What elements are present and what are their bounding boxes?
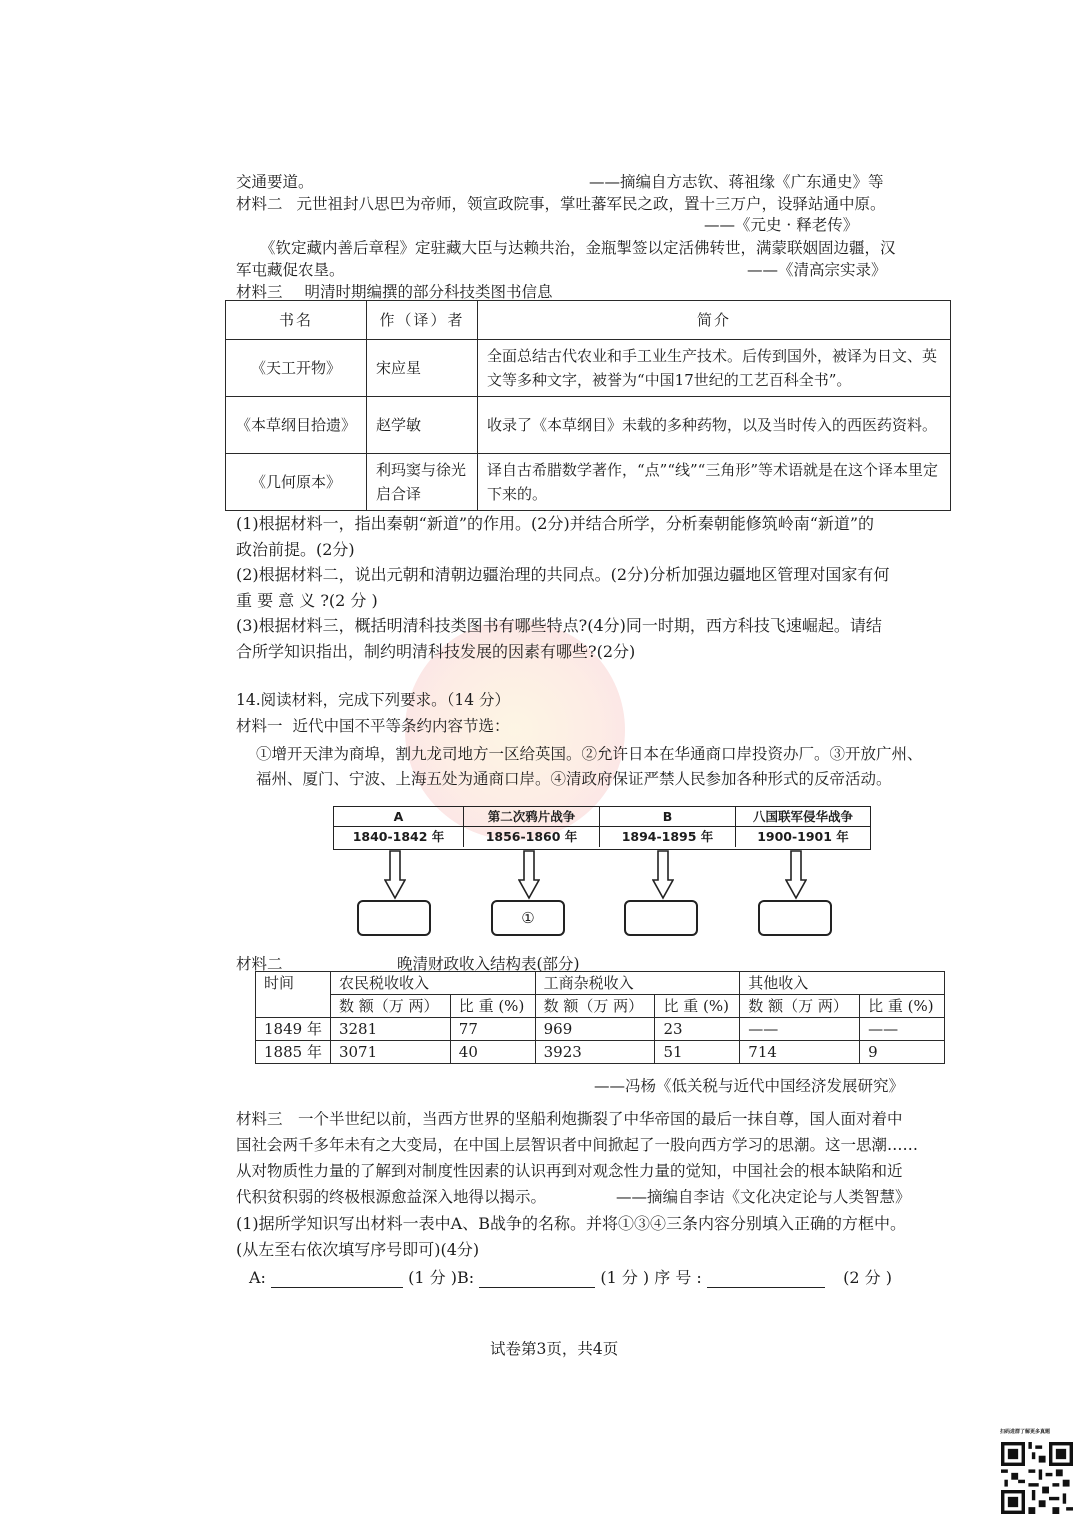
material2-source1: ——《元史 · 释老传》 bbox=[704, 216, 859, 234]
fin-cell: 3281 bbox=[330, 1018, 450, 1041]
timeline-cell bbox=[464, 807, 600, 847]
answer-b-points: (1 分 ) 序 号 : bbox=[600, 1268, 702, 1287]
answer-a-label: A: bbox=[249, 1268, 266, 1287]
q14-m3-line1: 材料三 一个半世纪以前，当西方世界的坚船利炮撕裂了中华帝国的最后一抹自尊，国人面对着中 bbox=[236, 1110, 903, 1128]
material3-label: 材料三 bbox=[236, 283, 283, 301]
timeline-cell bbox=[600, 807, 736, 847]
book-author: 宋应星 bbox=[367, 340, 478, 397]
answer-sequence-points: (2 分 ) bbox=[843, 1268, 892, 1287]
q14-material1-heading bbox=[236, 714, 510, 736]
timeline-war-years: 1856-1860 年 bbox=[485, 829, 578, 844]
material2-source2: ——《清高宗实录》 bbox=[747, 261, 887, 279]
book-intro: 全面总结古代农业和手工业生产技术。后传到国外，被译为日文、英文等多种文字，被誉为“中国17世纪的工艺百科全书”。 bbox=[478, 340, 951, 397]
q14-heading: 14.阅读材料，完成下列要求。（14 分） bbox=[236, 691, 511, 709]
material3-heading bbox=[236, 280, 553, 302]
book-header-intro: 简介 bbox=[478, 301, 951, 340]
qr-code-icon[interactable] bbox=[1001, 1442, 1073, 1514]
q13-3a: (3)根据材料三，概括明清科技类图书有哪些特点?(4分)同一时期，西方科技飞速崛起。请结 bbox=[236, 616, 882, 635]
book-author: 利玛窦与徐光启合译 bbox=[367, 454, 478, 511]
q14-m1-label: 材料一 bbox=[236, 717, 283, 735]
material2-p1: 元世祖封八思巴为帝师，领宣政院事，掌吐蕃军民之政，置十三万户，设驿站通中原。 bbox=[296, 195, 886, 213]
q14-m2-source: ——冯杨《低关税与近代中国经济发展研究》 bbox=[594, 1077, 905, 1095]
material3-title: 明清时期编撰的部分科技类图书信息 bbox=[304, 283, 553, 301]
qr-caption: 扫码进群了解更多真题 bbox=[1000, 1429, 1051, 1435]
fin-cell: —— bbox=[860, 1018, 945, 1041]
timeline-war-years: 1840-1842 年 bbox=[352, 829, 445, 844]
q13-1b: 政治前提。(2分) bbox=[236, 540, 355, 559]
down-arrow-icon bbox=[652, 850, 674, 900]
book-header-name: 书名 bbox=[226, 301, 367, 340]
fin-sub-amount: 数 额（万 两） bbox=[535, 995, 655, 1018]
fin-cell: 714 bbox=[740, 1041, 860, 1064]
fin-header-comm: 工商杂税收入 bbox=[535, 972, 740, 995]
fin-year: 1849 年 bbox=[256, 1018, 331, 1041]
table-row bbox=[226, 397, 951, 454]
material2-label: 材料二 bbox=[236, 195, 283, 213]
q14-m3-line3: 从对物质性力量的了解到对制度性因素的认识再到对观念性力量的觉知，中国社会的根本缺陷和近 bbox=[236, 1162, 903, 1180]
answer-line bbox=[249, 1265, 892, 1288]
q14-m2-title: 晚清财政收入结构表(部分) bbox=[397, 955, 580, 973]
timeline-cell bbox=[736, 807, 870, 847]
down-arrow-icon bbox=[785, 850, 807, 900]
fin-cell: 40 bbox=[450, 1041, 535, 1064]
book-intro: 收录了《本草纲目》未载的多种药物，以及当时传入的西医药资料。 bbox=[478, 397, 951, 454]
q14-m3-source: ——摘编自李诘《文化决定论与人类智慧》 bbox=[616, 1188, 911, 1206]
fin-year: 1885 年 bbox=[256, 1041, 331, 1064]
timeline-war-name: B bbox=[600, 807, 735, 827]
fin-header-other: 其他收入 bbox=[740, 972, 945, 995]
fin-sub-ratio: 比 重 (%) bbox=[450, 995, 535, 1018]
answer-a-points: (1 分 )B: bbox=[408, 1268, 475, 1287]
fin-cell: 51 bbox=[655, 1041, 740, 1064]
table-row bbox=[256, 1018, 945, 1041]
book-name: 《本草纲目拾遗》 bbox=[226, 397, 367, 454]
fin-cell: 9 bbox=[860, 1041, 945, 1064]
book-header-author: 作（译）者 bbox=[367, 301, 478, 340]
table-row bbox=[226, 340, 951, 397]
timeline-war-years: 1894-1895 年 bbox=[621, 829, 714, 844]
answer-box[interactable]: ① bbox=[491, 900, 565, 936]
answer-a-blank[interactable] bbox=[271, 1269, 403, 1288]
finance-table bbox=[255, 971, 945, 1064]
fin-cell: 3071 bbox=[330, 1041, 450, 1064]
fin-sub-amount: 数 额（万 两） bbox=[740, 995, 860, 1018]
q13-2a: (2)根据材料二，说出元朝和清朝边疆治理的共同点。(2分)分析加强边疆地区管理对国家有何 bbox=[236, 565, 890, 584]
answer-b-blank[interactable] bbox=[479, 1269, 595, 1288]
down-arrow-icon bbox=[518, 850, 540, 900]
q14-q1b: (从左至右依次填写序号即可)(4分) bbox=[236, 1240, 480, 1259]
fin-header-time: 时间 bbox=[256, 972, 331, 1018]
q14-m3-line2: 国社会两千多年未有之大变局，在中国上层智识者中间掀起了一股向西方学习的思潮。这一思潮…… bbox=[236, 1136, 919, 1154]
book-author: 赵学敏 bbox=[367, 397, 478, 454]
war-timeline bbox=[333, 806, 871, 850]
q14-m1-line2: 福州、厦门、宁波、上海五处为通商口岸。④清政府保证严禁人民参加各种形式的反帝活动。 bbox=[256, 770, 892, 788]
material1-source: ——摘编自方志钦、蒋祖缘《广东通史》等 bbox=[589, 173, 884, 191]
answer-box[interactable] bbox=[357, 900, 431, 936]
q13-3b: 合所学知识指出，制约明清科技发展的因素有哪些?(2分) bbox=[236, 642, 636, 661]
fin-header-agri: 农民税收收入 bbox=[330, 972, 535, 995]
page-footer: 试卷第3页，共4页 bbox=[490, 1340, 619, 1358]
fin-sub-ratio: 比 重 (%) bbox=[860, 995, 945, 1018]
fin-cell: —— bbox=[740, 1018, 860, 1041]
q14-m1-line1: ①增开天津为商埠，割九龙司地方一区给英国。②允许日本在华通商口岸投资办厂。③开放广州、 bbox=[256, 745, 923, 763]
material2-line1 bbox=[236, 192, 886, 214]
material2-p2b: 军屯藏促农垦。 bbox=[236, 261, 345, 279]
timeline-war-name: A bbox=[334, 807, 463, 827]
q13-2b: 重 要 意 义 ?(2 分 ) bbox=[236, 591, 378, 610]
q14-m3-line4: 代积贫积弱的终极根源愈益深入地得以揭示。 bbox=[236, 1188, 547, 1206]
fin-cell: 3923 bbox=[535, 1041, 655, 1064]
book-intro: 译自古希腊数学著作，“点”“线”“三角形”等术语就是在这个译本里定下来的。 bbox=[478, 454, 951, 511]
q14-q1a: (1)据所学知识写出材料一表中A、B战争的名称。并将①③④三条内容分别填入正确的方框中。 bbox=[236, 1214, 906, 1233]
timeline-cell bbox=[334, 807, 464, 847]
material2-p2a: 《钦定藏内善后章程》定驻藏大臣与达赖共治，金瓶掣签以定活佛转世，满蒙联姻固边疆，汉 bbox=[260, 239, 896, 257]
timeline-war-years: 1900-1901 年 bbox=[757, 829, 849, 844]
timeline-war-name: 第二次鸦片战争 bbox=[464, 807, 599, 827]
book-table bbox=[225, 300, 951, 511]
q14-m1-title: 近代中国不平等条约内容节选： bbox=[292, 717, 510, 735]
table-row bbox=[256, 1041, 945, 1064]
fin-cell: 23 bbox=[655, 1018, 740, 1041]
book-name: 《几何原本》 bbox=[226, 454, 367, 511]
table-row bbox=[226, 454, 951, 511]
q14-m2-label: 材料二 bbox=[236, 955, 283, 973]
book-name: 《天工开物》 bbox=[226, 340, 367, 397]
answer-sequence-blank[interactable] bbox=[707, 1269, 825, 1288]
fin-cell: 77 bbox=[450, 1018, 535, 1041]
fin-sub-ratio: 比 重 (%) bbox=[655, 995, 740, 1018]
q13-1a: (1)根据材料一，指出秦朝“新道”的作用。(2分)并结合所学，分析秦朝能修筑岭南“新道”的 bbox=[236, 514, 875, 533]
down-arrow-icon bbox=[384, 850, 406, 900]
fin-sub-amount: 数 额（万 两） bbox=[330, 995, 450, 1018]
answer-box[interactable] bbox=[758, 900, 832, 936]
fin-cell: 969 bbox=[535, 1018, 655, 1041]
timeline-war-name: 八国联军侵华战争 bbox=[736, 807, 870, 827]
answer-box[interactable] bbox=[624, 900, 698, 936]
material1-tail: 交通要道。 bbox=[236, 173, 314, 191]
